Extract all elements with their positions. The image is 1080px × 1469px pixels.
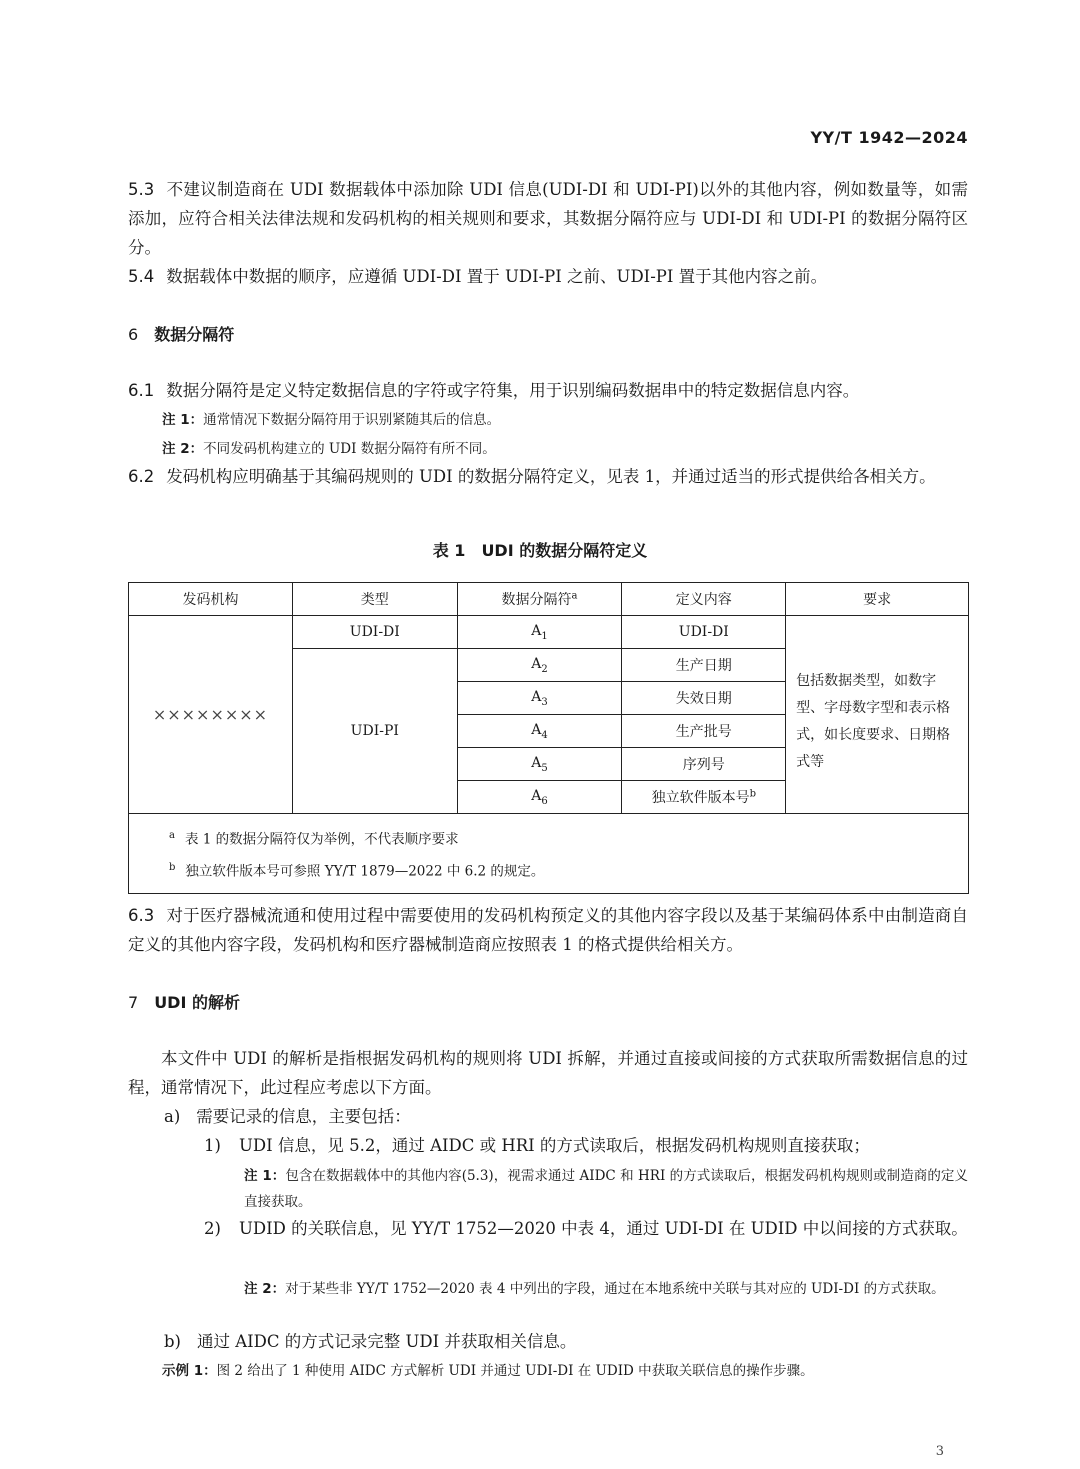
delimiter-cell: $A_3$	[457, 682, 622, 715]
note-label: 注 2：	[244, 1281, 286, 1297]
type-cell-udi-pi: UDI-PI	[292, 649, 457, 814]
content-cell: 序列号	[622, 748, 786, 781]
header-delimiter: 数据分隔符$^a$	[457, 583, 622, 616]
section-6-heading	[128, 322, 234, 345]
delimiter-cell: $A_1$	[457, 616, 622, 649]
header-type: 类型	[292, 583, 457, 616]
table-1	[128, 582, 969, 894]
list-item-a2	[204, 1214, 968, 1243]
list-marker: b)	[164, 1332, 181, 1351]
delimiter-cell: $A_2$	[457, 649, 622, 682]
clause-number: 6.3	[128, 906, 155, 925]
delimiter-cell: $A_5$	[457, 748, 622, 781]
requirement-cell: 包括数据类型，如数字型、字母数字型和表示格式，如长度要求、日期格式等	[786, 616, 969, 814]
list-text: 需要记录的信息，主要包括：	[196, 1107, 411, 1126]
section-number: 7	[128, 993, 139, 1012]
clause-5-3	[128, 175, 968, 262]
clause-6-2	[128, 462, 968, 491]
table-footnotes	[129, 814, 969, 894]
clause-text: 发码机构应明确基于其编码规则的 UDI 的数据分隔符定义，见表 1，并通过适当的形式提供给各相关方。	[166, 467, 936, 486]
note-text: 对于某些非 YY/T 1752—2020 表 4 中列出的字段，通过在本地系统中关联与其对应的 UDI-DI 的方式获取。	[285, 1281, 945, 1297]
header-requirement: 要求	[786, 583, 969, 616]
list-marker: 2)	[204, 1219, 221, 1238]
document-code: YY/T 1942—2024	[810, 128, 968, 147]
clause-6-3	[128, 901, 968, 959]
note-label: 注 2：	[162, 441, 204, 457]
agency-cell: ××××××××	[129, 616, 293, 814]
note-7-1	[244, 1163, 968, 1215]
content-cell: UDI-DI	[622, 616, 786, 649]
list-text: UDI 信息，见 5.2，通过 AIDC 或 HRI 的方式读取后，根据发码机构规则直接获取；	[238, 1136, 870, 1155]
note-text: 不同发码机构建立的 UDI 数据分隔符有所不同。	[203, 441, 496, 457]
list-text: UDID 的关联信息，见 YY/T 1752—2020 中表 4，通过 UDI-DI 在 UDID 中以间接的方式获取。	[238, 1219, 968, 1238]
list-text: 通过 AIDC 的方式记录完整 UDI 并获取相关信息。	[197, 1332, 577, 1351]
note-label: 注 1：	[162, 412, 204, 428]
clause-text: 数据分隔符是定义特定数据信息的字符或字符集，用于识别编码数据串中的特定数据信息内容。	[166, 381, 860, 400]
note-6-1	[162, 408, 962, 432]
type-cell-udi-di: UDI-DI	[292, 616, 457, 649]
footnote-b: $^b$ 独立软件版本号可参照 YY/T 1879—2022 中 6.2 的规定。	[169, 861, 545, 879]
table-footnote-row	[129, 814, 969, 894]
list-marker: 1)	[204, 1136, 221, 1155]
clause-6-1	[128, 376, 968, 405]
content-cell: 独立软件版本号$^b$	[622, 781, 786, 814]
footnote-a: $^a$ 表 1 的数据分隔符仅为举例，不代表顺序要求	[169, 830, 459, 848]
note-text: 包含在数据载体中的其他内容(5.3)，视需求通过 AIDC 和 HRI 的方式读取后，根据发码机构规则或制造商的定义直接获取。	[244, 1168, 968, 1210]
list-marker: a)	[164, 1107, 181, 1126]
table-1-caption: 表 1 UDI 的数据分隔符定义	[432, 541, 648, 560]
section-title: UDI 的解析	[154, 993, 240, 1012]
example-label: 示例 1：	[162, 1363, 217, 1379]
note-text: 通常情况下数据分隔符用于识别紧随其后的信息。	[203, 412, 501, 428]
content-cell: 生产日期	[622, 649, 786, 682]
clause-number: 5.3	[128, 180, 155, 199]
delimiter-cell: $A_4$	[457, 715, 622, 748]
list-item-b	[164, 1327, 964, 1356]
section-7-intro: 本文件中 UDI 的解析是指根据发码机构的规则将 UDI 拆解，并通过直接或间接的方式获取所需数据信息的过程，通常情况下，此过程应考虑以下方面。	[128, 1049, 968, 1097]
list-item-a1	[204, 1131, 968, 1160]
clause-text: 对于医疗器械流通和使用过程中需要使用的发码机构预定义的其他内容字段以及基于某编码体系中由制造商自定义的其他内容字段，发码机构和医疗器械制造商应按照表 1 的格式提供给相关方。	[128, 906, 968, 954]
clause-text: 数据载体中数据的顺序，应遵循 UDI-DI 置于 UDI-PI 之前、UDI-PI 置于其他内容之前。	[166, 267, 828, 286]
header-agency: 发码机构	[129, 583, 293, 616]
note-6-2	[162, 437, 962, 461]
note-label: 注 1：	[244, 1168, 286, 1184]
clause-number: 6.2	[128, 467, 155, 486]
example-1	[162, 1359, 968, 1383]
page-number: 3	[935, 1444, 944, 1459]
table-header-row	[129, 583, 969, 616]
section-title: 数据分隔符	[154, 325, 235, 344]
section-number: 6	[128, 325, 139, 344]
clause-text: 不建议制造商在 UDI 数据载体中添加除 UDI 信息(UDI-DI 和 UDI-PI)以外的其他内容，例如数量等，如需添加，应符合相关法律法规和发码机构的相关规则和要求，其数据分隔符应与 UDI-DI 和 UDI-PI 的数据分隔符区分。	[128, 180, 968, 257]
header-content: 定义内容	[622, 583, 786, 616]
table-row	[129, 616, 969, 649]
example-text: 图 2 给出了 1 种使用 AIDC 方式解析 UDI 并通过 UDI-DI 在 UDID 中获取关联信息的操作步骤。	[216, 1363, 814, 1379]
clause-5-4	[128, 262, 968, 291]
section-7-heading	[128, 990, 240, 1013]
clause-number: 6.1	[128, 381, 155, 400]
content-cell: 生产批号	[622, 715, 786, 748]
list-item-a	[164, 1102, 964, 1131]
content-cell: 失效日期	[622, 682, 786, 715]
clause-number: 5.4	[128, 267, 155, 286]
note-7-2	[244, 1276, 968, 1302]
delimiter-cell: $A_6$	[457, 781, 622, 814]
